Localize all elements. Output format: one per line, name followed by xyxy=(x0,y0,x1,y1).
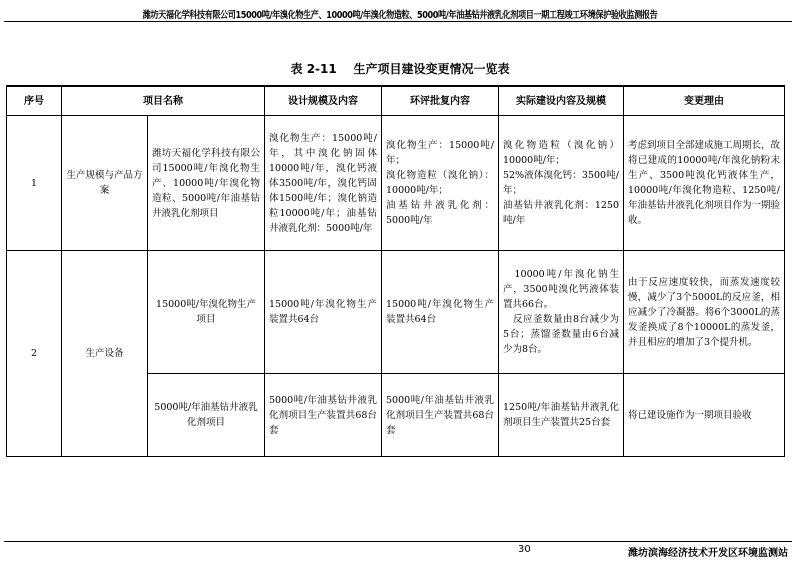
row-item: 5000吨/年油基钻井液乳化剂项目 xyxy=(148,374,265,457)
header-reason: 变更理由 xyxy=(624,86,785,116)
row-eia: 15000吨/年溴化物生产装置共64台 xyxy=(382,251,499,374)
header-rule xyxy=(4,21,792,22)
row-actual: 10000吨/年溴化钠生产，3500吨溴化钙液体装置共66台。 反应釜数量由8台减少为5台；蒸馏釜数量由6台减少为8台。 xyxy=(499,251,624,374)
row-actual: 溴化物造粒（溴化钠）10000吨/年； 52%液体溴化钙：3500吨/年； 油基钻井液乳化剂：1250吨/年 xyxy=(499,116,624,251)
table-header-row xyxy=(7,86,785,116)
row-design: 5000吨/年油基钻井液乳化剂项目生产装置共68台套 xyxy=(265,374,382,457)
row-reason: 考虑到项目全部建成施工周期长，故将已建成的10000吨/年溴化钠粉末生产、3500吨溴化钙液体生产，10000吨/年溴化物造粒、1250吨/年油基钻井液乳化剂项目作为一期验收。 xyxy=(624,116,785,251)
row-design: 溴化物生产：15000吨/年，其中溴化钠固体10000吨/年，溴化钙液体3500吨/年，溴化钙固体1500吨/年；溴化钠造粒10000吨/年；油基钻井液乳化剂：5000吨/年 xyxy=(265,116,382,251)
table-row xyxy=(7,116,785,251)
row-item: 潍坊天福化学科技有限公司15000吨/年溴化物生产、10000吨/年溴化物造粒、5000吨/年油基钻井液乳化剂项目 xyxy=(148,116,265,251)
row-category: 生产设备 xyxy=(62,251,148,457)
header-design: 设计规模及内容 xyxy=(265,86,382,116)
table-title: 表 2-11 生产项目建设变更情况一览表 xyxy=(290,62,510,76)
row-design: 15000吨/年溴化物生产装置共64台 xyxy=(265,251,382,374)
row-item: 15000吨/年溴化物生产项目 xyxy=(148,251,265,374)
change-summary-table xyxy=(6,85,785,457)
row-category: 生产规模与产品方案 xyxy=(62,116,148,251)
row-number: 1 xyxy=(7,116,62,251)
page-number: 30 xyxy=(518,544,531,555)
row-reason: 将已建设施作为一期项目验收 xyxy=(624,374,785,457)
row-number: 2 xyxy=(7,251,62,457)
header-actual: 实际建设内容及规模 xyxy=(499,86,624,116)
table-row xyxy=(7,251,785,374)
header-eia: 环评批复内容 xyxy=(382,86,499,116)
row-actual: 1250吨/年油基钻井液乳化剂项目生产装置共25台套 xyxy=(499,374,624,457)
footer-rule xyxy=(4,541,792,542)
header-project-name: 项目名称 xyxy=(62,86,265,116)
header-no: 序号 xyxy=(7,86,62,116)
footer-organization: 潍坊滨海经济技术开发区环境监测站 xyxy=(628,548,788,559)
row-eia: 溴化物生产：15000吨/年； 溴化物造粒（溴化钠）：10000吨/年； 油基钻井液乳化剂：5000吨/年 xyxy=(382,116,499,251)
page-header: 潍坊天福化学科技有限公司15000吨/年溴化物生产、10000吨/年溴化物造粒、5000吨/年油基钻井液乳化剂项目一期工程竣工环境保护验收监测报告 xyxy=(142,10,658,21)
row-reason: 由于反应速度较快，而蒸发速度较慢，减少了3个5000L的反应釜，相应减少了冷凝器。将6个3000L的蒸发釜换成了8个10000L的蒸发釜，并且相应的增加了3个提升机。 xyxy=(624,251,785,374)
row-eia: 5000吨/年油基钻井液乳化剂项目生产装置共68台套 xyxy=(382,374,499,457)
